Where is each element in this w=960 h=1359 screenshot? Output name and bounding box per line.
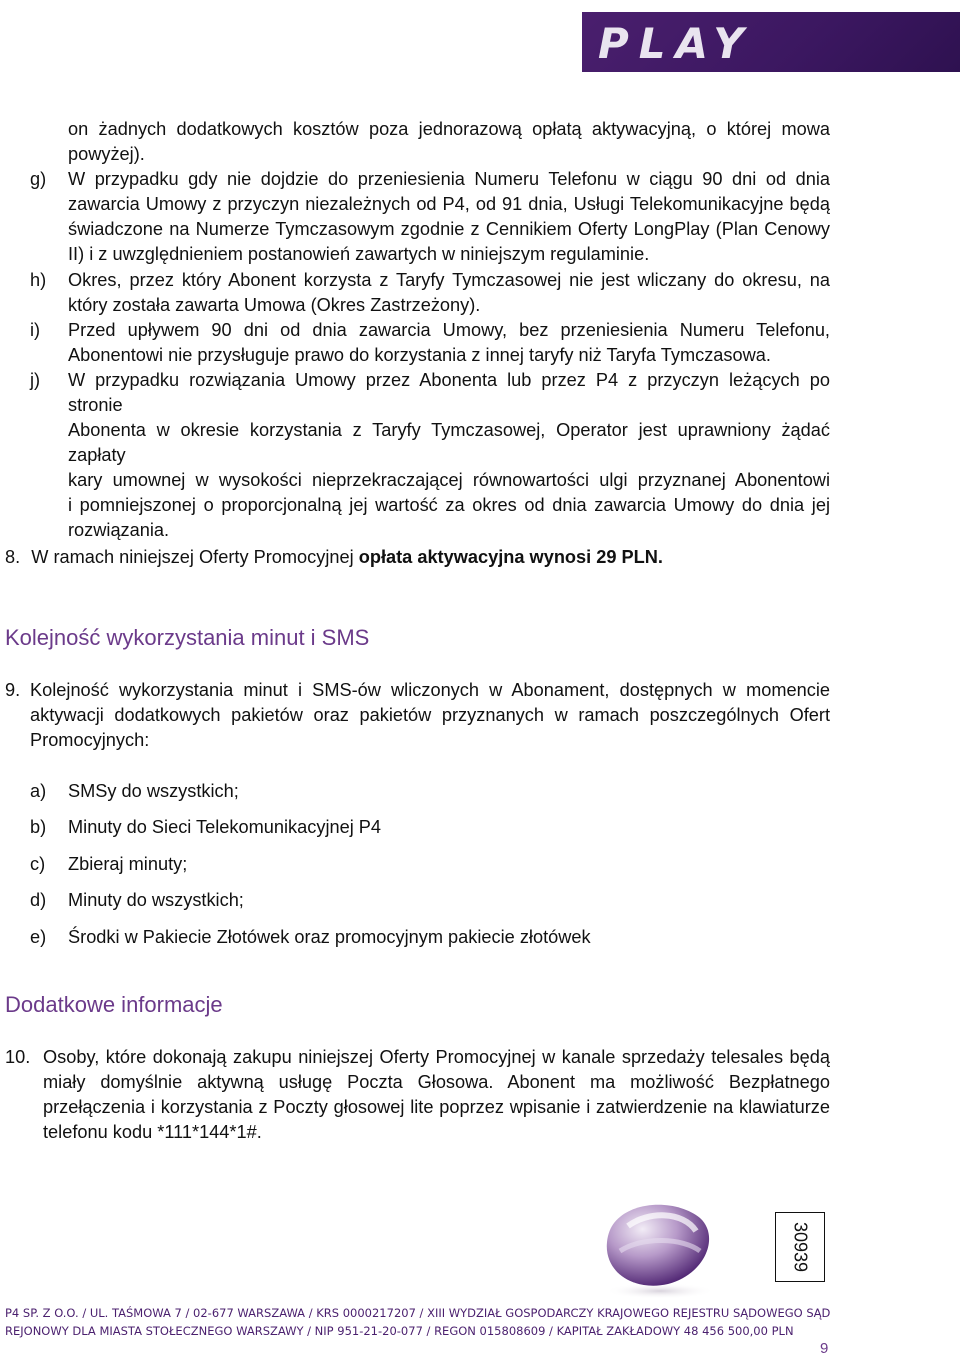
text-line: Kolejność wykorzystania minut i SMS-ów wliczonych w Abonament, dostępnych w momencie [30,680,830,700]
section-number: 8. [5,547,21,567]
list-item-a [30,779,830,804]
list-item-c [30,852,830,877]
list-item-g [30,167,830,267]
document-code-box [775,1212,825,1282]
list-item-e [30,925,830,950]
list-label: b) [30,817,47,837]
list-text: Środki w Pakiecie Złotówek oraz promocyjnym pakiecie złotówek [68,927,591,947]
list-label: a) [30,781,47,801]
logo-text: PLAY [598,19,754,68]
list-label: i) [30,320,41,340]
text-line: Okres, przez który Abonent korzysta z Taryfy Tymczasowej nie jest wliczany do okresu, na [68,270,830,290]
section-text: W ramach niniejszej Oferty Promocyjnej [31,547,359,567]
text-line: Osoby, które dokonają zakupu niniejszej Oferty Promocyjnej w kanale sprzedaży telesales będą [43,1047,830,1067]
list-text: Minuty do Sieci Telekomunikacyjnej P4 [68,817,382,837]
list-item-b [30,815,830,840]
list-label: e) [30,927,47,947]
list-text: SMSy do wszystkich; [68,781,239,801]
list-item-h [30,268,830,318]
text-line: kary umownej w wysokości nieprzekraczającej równowartości ulgi przyznanej Abonentowi [68,470,830,490]
play-logo [582,12,960,72]
footer-company-line-1: P4 SP. Z O.O. / UL. TAŚMOWA 7 / 02-677 WARSZAWA / KRS 0000217207 / XIII WYDZIAŁ GOSPODARCZY KRAJOWEGO REJESTRU SĄDOWEGO SĄD [5,1306,831,1320]
heading-additional-info: Dodatkowe informacje [5,992,223,1017]
list-item-j [30,368,830,540]
list-label: c) [30,854,46,874]
activation-fee-text: opłata aktywacyjna wynosi 29 PLN. [358,547,663,567]
text-line: świadczone na Numerze Tymczasowym zgodnie z Cennikiem Oferty LongPlay (Plan Cenowy [68,219,830,239]
text-line: on żadnych dodatkowych kosztów poza jednorazową opłatą aktywacyjną, o której mowa [68,119,830,139]
list-text: Minuty do wszystkich; [68,890,244,910]
list-label: j) [30,370,41,390]
text-line: i pomniejszonej o proporcjonalną jej wartość za okres od dnia zawarcia Umowy do dnia jej [68,495,830,515]
text-line: aktywacji dodatkowych pakietów oraz pakietów przyznanych w ramach poszczególnych Ofert [30,705,830,725]
text-line: miały domyślnie aktywną usługę Poczta Głosowa. Abonent ma możliwość Bezpłatnego [43,1072,830,1092]
page-number: 9 [820,1340,829,1357]
list-item-i [30,318,830,368]
text-line: zawarcia Umowy z przyczyn niezależnych od P4, od 91 dnia, Usługi Telekomunikacyjne będą [68,194,830,214]
text-line: który została zawarta Umowa (Okres Zastrzeżony). [68,295,481,315]
footer-company-line-2: REJONOWY DLA MIASTA STOŁECZNEGO WARSZAWY / NIP 951-21-20-077 / REGON 015808609 / KAPITAŁ ZAKŁADOWY 48 456 500,00 PLN [5,1324,794,1338]
list-text: Zbieraj minuty; [68,854,188,874]
section-number: 10. [5,1047,31,1067]
list-label: g) [30,169,47,189]
section-10 [5,1045,830,1145]
text-line: Abonenta w okresie korzystania z Taryfy Tymczasowej, Operator jest uprawniony żądać zapłaty [68,420,830,465]
play-orb-icon [588,1196,728,1301]
section-8 [5,545,835,570]
text-line: rozwiązania. [68,520,170,540]
continuation-paragraph [68,117,830,167]
text-line: powyżej). [68,144,145,164]
text-line: W przypadku gdy nie dojdzie do przeniesienia Numeru Telefonu w ciągu 90 dni od dnia [68,169,830,189]
text-line: II) i z uwzględnieniem postanowień zawartych w niniejszym regulaminie. [68,244,650,264]
list-item-d [30,888,830,913]
text-line: Promocyjnych: [30,730,150,750]
section-number: 9. [5,680,21,700]
list-label: h) [30,270,47,290]
text-line: Przed upływem 90 dni od dnia zawarcia Umowy, bez przeniesienia Numeru Telefonu, [68,320,830,340]
text-line: Abonentowi nie przysługuje prawo do korzystania z innej taryfy niż Taryfa Tymczasowa. [68,345,771,365]
text-line: W przypadku rozwiązania Umowy przez Abonenta lub przez P4 z przyczyn leżących po stronie [68,370,830,415]
list-label: d) [30,890,47,910]
section-9 [5,678,830,753]
heading-minutes-order: Kolejność wykorzystania minut i SMS [5,625,370,650]
text-line: telefonu kodu *111*144*1#. [43,1122,262,1142]
text-line: przełączenia i korzystania z Poczty głosowej lite poprzez wpisanie i zatwierdzenie na klawiaturze [43,1097,830,1117]
document-code: 30939 [790,1221,811,1273]
